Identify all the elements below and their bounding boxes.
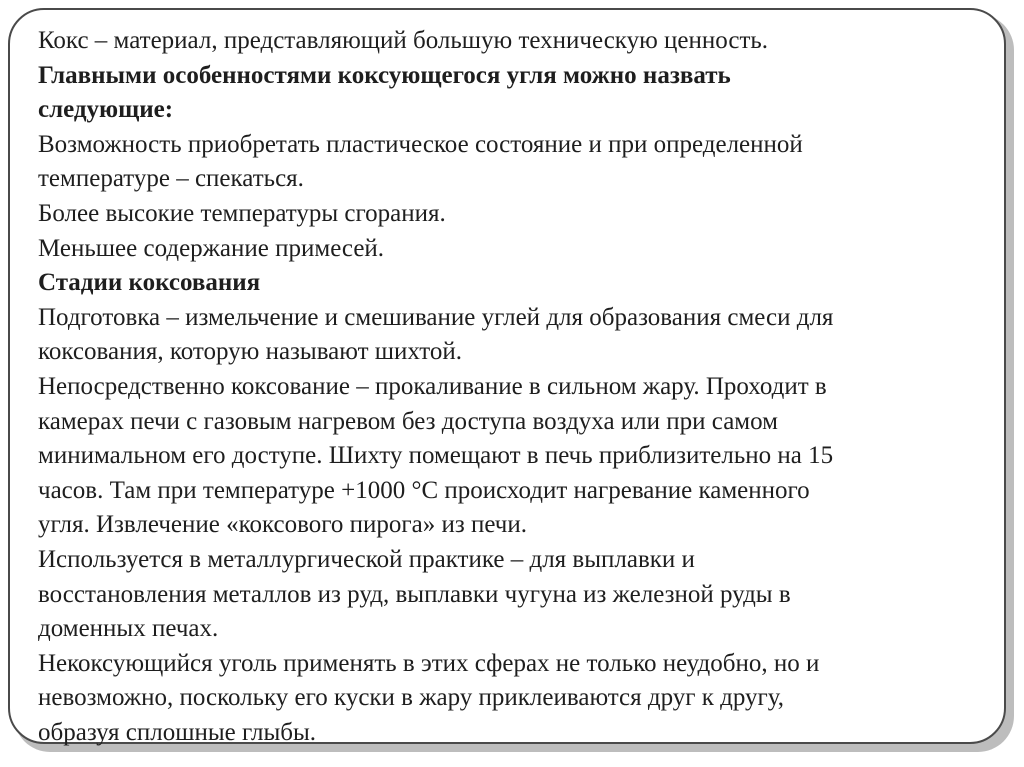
- text-line: камерах печи с газовым нагревом без доступа воздуха или при самом: [38, 407, 778, 435]
- text-line: температуре – спекаться.: [38, 165, 304, 193]
- content-frame: [8, 8, 1006, 744]
- text-line: часов. Там при температуре +1000 °С происходит нагревание каменного: [38, 476, 810, 504]
- text-line: Непосредственно коксование – прокаливание в сильном жару. Проходит в: [38, 372, 827, 400]
- text-line: восстановления металлов из руд, выплавки чугуна из железной руды в: [38, 580, 791, 608]
- text-line: Подготовка – измельчение и смешивание углей для образования смеси для: [38, 303, 834, 331]
- text-line: невозможно, поскольку его куски в жару приклеиваются друг к другу,: [38, 684, 785, 712]
- text-line: Используется в металлургической практике – для выплавки и: [38, 545, 695, 573]
- text-line: минимальном его доступе. Шихту помещают в печь приблизительно на 15: [38, 442, 834, 470]
- text-line: образуя сплошные глыбы.: [38, 718, 317, 746]
- heading-line: Стадии коксования: [38, 269, 261, 297]
- text-line: Меньшее содержание примесей.: [38, 234, 385, 262]
- heading-line: следующие:: [38, 96, 174, 124]
- text-line: Некоксующийся уголь применять в этих сферах не только неудобно, но и: [38, 649, 820, 677]
- text-line: Кокс – материал, представляющий большую техническую ценность.: [38, 27, 769, 54]
- heading-line: Главными особенностями коксующегося угля можно назвать: [38, 61, 731, 89]
- text-line: доменных печах.: [38, 615, 219, 643]
- text-line: угля. Извлечение «коксового пирога» из печи.: [38, 511, 528, 539]
- text-line: Возможность приобретать пластическое состояние и при определенной: [38, 130, 803, 158]
- text-line: Более высокие температуры сгорания.: [38, 199, 446, 227]
- text-line: коксования, которую называют шихтой.: [38, 338, 463, 366]
- text-body: [38, 24, 988, 750]
